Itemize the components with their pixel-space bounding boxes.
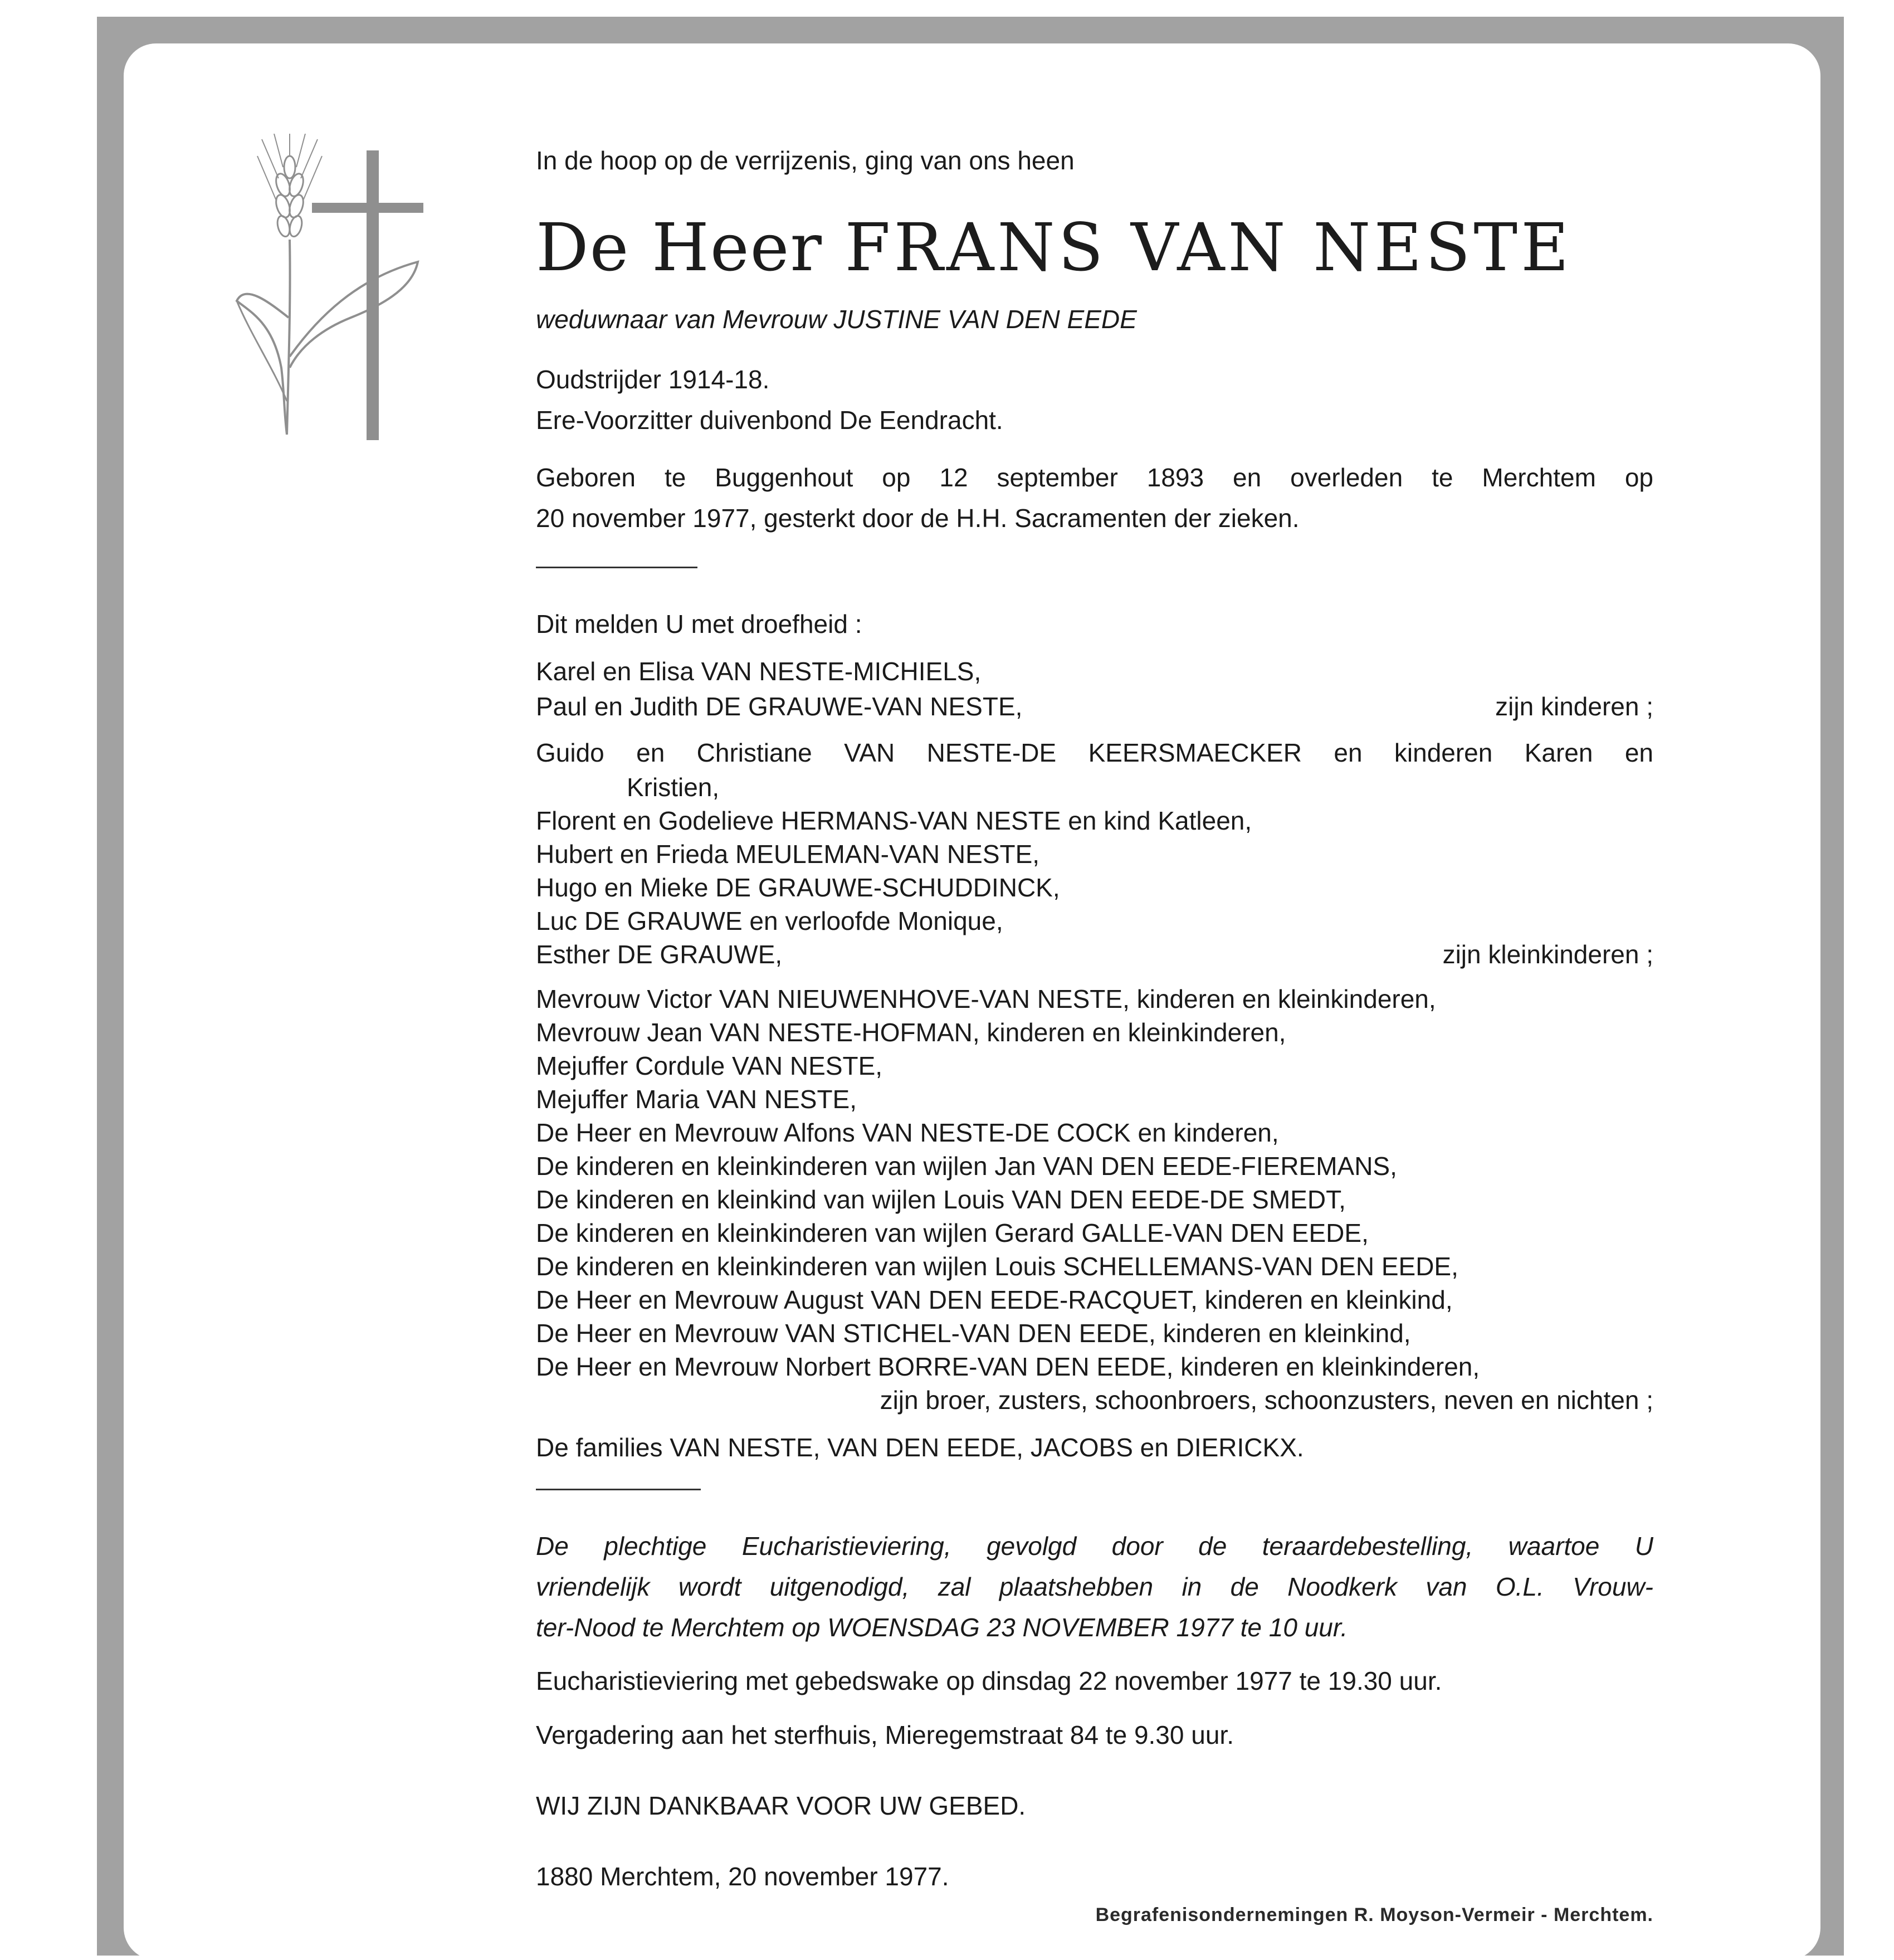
family-line-9: De kinderen en kleinkinderen van wijlen Louis SCHELLEMANS-VAN DEN EEDE, — [536, 1252, 1458, 1281]
family-line-11: De Heer en Mevrouw VAN STICHEL-VAN DEN EEDE, kinderen en kleinkind, — [536, 1319, 1411, 1348]
birth-line-2: 20 november 1977, gesterkt door de H.H. Sacramenten der zieken. — [536, 504, 1300, 533]
divider-1 — [536, 567, 697, 568]
family-line-4: Mejuffer Maria VAN NESTE, — [536, 1085, 857, 1114]
family-line-10: De Heer en Mevrouw August VAN DEN EEDE-RACQUET, kinderen en kleinkind, — [536, 1285, 1453, 1314]
family-line-12: De Heer en Mevrouw Norbert BORRE-VAN DEN EEDE, kinderen en kleinkinderen, — [536, 1352, 1480, 1381]
family-relation: zijn broer, zusters, schoonbroers, schoonzusters, neven en nichten ; — [880, 1386, 1653, 1415]
grandchild-line-3: Hubert en Frieda MEULEMAN-VAN NESTE, — [536, 840, 1040, 869]
family-line-8: De kinderen en kleinkinderen van wijlen Gerard GALLE-VAN DEN EEDE, — [536, 1218, 1369, 1247]
cross-and-wheat-icon — [234, 134, 435, 451]
grandchild-continuation: Kristien, — [627, 773, 720, 802]
grandchild-line-1: Guido en Christiane VAN NESTE-DE KEERSMAECKER en kinderen Karen en — [536, 738, 1653, 767]
family-line-7: De kinderen en kleinkind van wijlen Louis VAN DEN EEDE-DE SMEDT, — [536, 1185, 1346, 1214]
families-line: De families VAN NESTE, VAN DEN EEDE, JACOBS en DIERICKX. — [536, 1433, 1304, 1462]
children-relation: zijn kinderen ; — [1495, 692, 1653, 721]
vigil-line: Eucharistieviering met gebedswake op dinsdag 22 november 1977 te 19.30 uur. — [536, 1666, 1442, 1695]
grandchild-line-2: Florent en Godelieve HERMANS-VAN NESTE en kind Katleen, — [536, 806, 1252, 835]
grandchildren-relation: zijn kleinkinderen ; — [1442, 940, 1653, 969]
title-line-2: Ere-Voorzitter duivenbond De Eendracht. — [536, 406, 1003, 435]
deceased-name: FRANS VAN NESTE — [845, 209, 1573, 286]
undertaker-credit: Begrafenisondernemingen R. Moyson-Vermeir - Merchtem. — [1095, 1904, 1653, 1925]
family-line-6: De kinderen en kleinkinderen van wijlen Jan VAN DEN EEDE-FIEREMANS, — [536, 1152, 1397, 1181]
intro: In de hoop op de verrijzenis, ging van ons heen — [536, 146, 1075, 175]
ceremony-line-1: De plechtige Eucharistieviering, gevolgd door de teraardebestelling, waartoe U — [536, 1532, 1653, 1561]
ceremony-line-3: ter-Nood te Merchtem op WOENSDAG 23 NOVEMBER 1977 te 10 uur. — [536, 1613, 1348, 1642]
family-line-3: Mejuffer Cordule VAN NESTE, — [536, 1051, 883, 1080]
title-line-1: Oudstrijder 1914-18. — [536, 365, 770, 394]
birth-line-1: Geboren te Buggenhout op 12 september 1893 en overleden te Merchtem op — [536, 463, 1653, 492]
grandchild-line-5: Luc DE GRAUWE en verloofde Monique, — [536, 906, 1003, 935]
gathering-line: Vergadering aan het sterfhuis, Mieregemstraat 84 te 9.30 uur. — [536, 1720, 1234, 1749]
deceased-title — [536, 209, 1573, 286]
widower-line: weduwnaar van Mevrouw JUSTINE VAN DEN EEDE — [536, 305, 1137, 334]
title-prefix: De Heer — [536, 209, 823, 286]
grandchild-line-6: Esther DE GRAUWE, — [536, 940, 783, 969]
grandchild-line-4: Hugo en Mieke DE GRAUWE-SCHUDDINCK, — [536, 873, 1060, 902]
family-line-1: Mevrouw Victor VAN NIEUWENHOVE-VAN NESTE, kinderen en kleinkinderen, — [536, 984, 1436, 1013]
child-line-1: Karel en Elisa VAN NESTE-MICHIELS, — [536, 657, 982, 686]
divider-2 — [536, 1489, 701, 1490]
ceremony-line-2: vriendelijk wordt uitgenodigd, zal plaatshebben in de Noodkerk van O.L. Vrouw- — [536, 1572, 1653, 1601]
place-date: 1880 Merchtem, 20 november 1977. — [536, 1862, 949, 1891]
thanks-line: WIJ ZIJN DANKBAAR VOOR UW GEBED. — [536, 1791, 1026, 1820]
announce-line: Dit melden U met droefheid : — [536, 610, 862, 638]
child-line-2: Paul en Judith DE GRAUWE-VAN NESTE, — [536, 692, 1023, 721]
family-line-5: De Heer en Mevrouw Alfons VAN NESTE-DE COCK en kinderen, — [536, 1118, 1279, 1147]
family-line-2: Mevrouw Jean VAN NESTE-HOFMAN, kinderen en kleinkinderen, — [536, 1018, 1286, 1047]
